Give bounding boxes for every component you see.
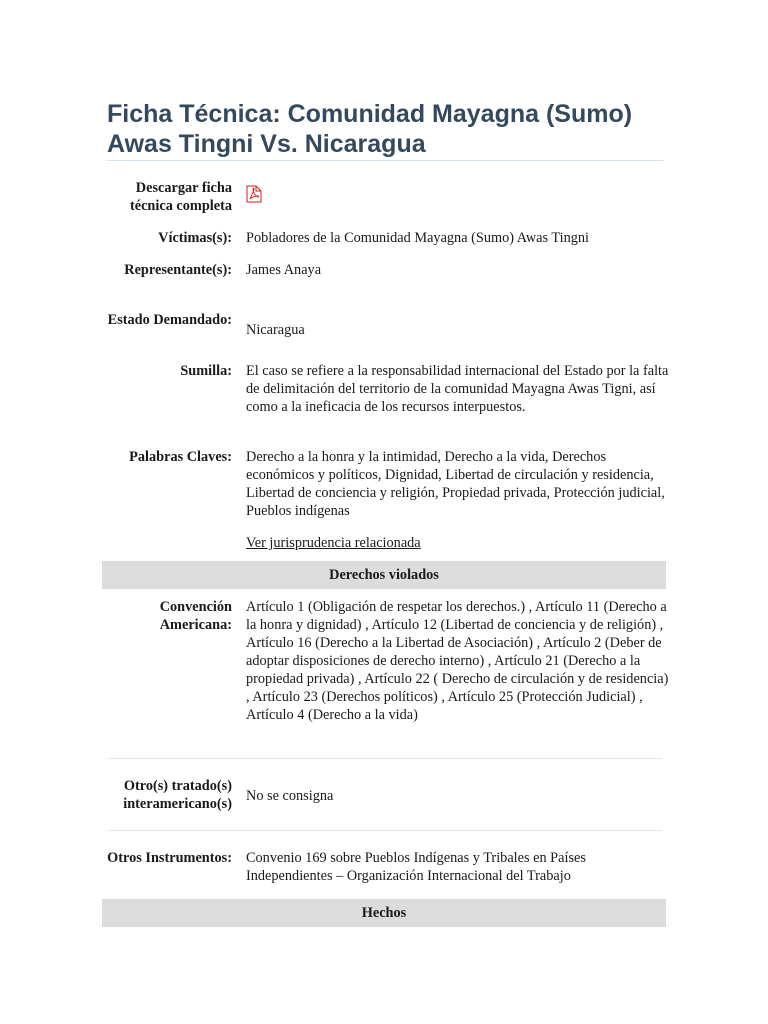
row-estado (107, 311, 667, 351)
otros-instrumentos-value: Convenio 169 sobre Pueblos Indígenas y Tribales en Países Independientes – Organización Internacional del Trabajo (246, 850, 586, 884)
row-convencion (107, 598, 667, 744)
row-palabras-claves (107, 448, 667, 522)
descargar-label: Descargar ficha técnica completa (129, 180, 232, 214)
otros-tratados-label: Otro(s) tratado(s) interamericano(s) (123, 778, 232, 812)
row-divider (107, 758, 662, 759)
row-otros-tratados (107, 777, 667, 817)
palabras-label: Palabras Claves: (129, 449, 232, 465)
victimas-value: Pobladores de la Comunidad Mayagna (Sumo) Awas Tingni (246, 230, 589, 246)
otros-instrumentos-label: Otros Instrumentos: (107, 850, 232, 866)
estado-value: Nicaragua (246, 322, 305, 338)
row-otros-instrumentos (107, 849, 667, 889)
sumilla-label: Sumilla: (180, 363, 232, 379)
row-descargar (107, 179, 667, 215)
section-hechos: Hechos (102, 899, 666, 927)
row-victimas (107, 229, 667, 249)
sumilla-value: El caso se refiere a la responsabilidad internacional del Estado por la falta de delimitación del territorio de la comunidad Mayagna Awas Tigni, así como a la ineficacia de los recursos interpuestos. (246, 363, 669, 415)
representante-label: Representante(s): (124, 262, 232, 278)
palabras-value: Derecho a la honra y la intimidad, Derecho a la vida, Derechos económicos y políticos, Dignidad, Libertad de circulación y residencia, Libertad de conciencia y religión, Propiedad privada, Protección judicial, Pueblos indígenas (246, 449, 665, 519)
row-jurisprudencia (107, 534, 667, 554)
section-derechos-violados: Derechos violados (102, 561, 666, 589)
title-divider (107, 160, 664, 161)
convencion-value: Artículo 1 (Obligación de respetar los derechos.) , Artículo 11 (Derecho a la honra y dignidad) , Artículo 12 (Libertad de conciencia y de religión) , Artículo 16 (Derecho a la Libertad de Asociación) , Artículo 2 (Deber de adoptar disposiciones de derecho interno) , Artículo 21 (Derecho a la propiedad privada) , Artículo 22 ( Derecho de circulación y de residencia) , Artículo 23 (Derechos políticos) , Artículo 25 (Protección Judicial) , Artículo 4 (Derecho a la vida) (246, 599, 669, 723)
row-divider (107, 830, 662, 831)
jurisprudencia-link[interactable]: Ver jurisprudencia relacionada (246, 535, 421, 551)
row-representante (107, 261, 667, 281)
estado-label: Estado Demandado: (107, 312, 232, 328)
pdf-icon[interactable] (246, 185, 262, 203)
otros-tratados-value: No se consigna (246, 788, 334, 804)
victimas-label: Víctimas(s): (158, 230, 232, 246)
row-sumilla (107, 362, 667, 418)
page-title: Ficha Técnica: Comunidad Mayagna (Sumo) Awas Tingni Vs. Nicaragua (107, 100, 633, 158)
convencion-label: Convención Americana: (159, 599, 232, 633)
representante-value: James Anaya (246, 262, 322, 278)
